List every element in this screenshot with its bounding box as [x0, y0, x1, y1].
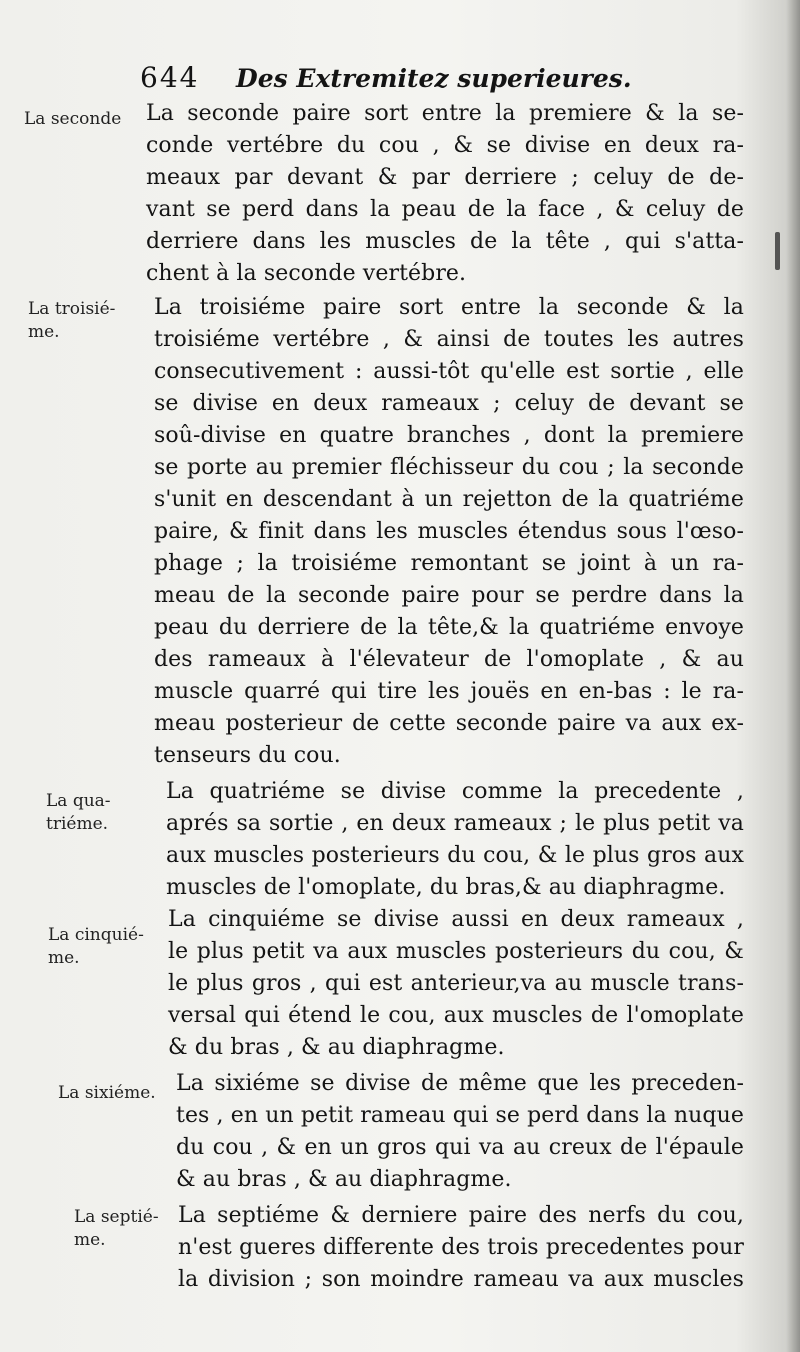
- paragraph: [178, 1200, 744, 1296]
- margin-note-line: La troisié-: [28, 299, 116, 319]
- text-line: La cinquiéme se divise aussi en deux rameaux ,: [168, 907, 744, 932]
- text-line: muscle quarré qui tire les jouës en en-bas : le ra-: [154, 679, 744, 704]
- text-line: paire, & finit dans les muscles étendus sous l'œso-: [154, 519, 744, 544]
- text-line: du cou , & en un gros qui va au creux de l'épaule: [176, 1135, 744, 1160]
- text-line: chent à la seconde vertébre.: [146, 261, 467, 286]
- paragraph: [176, 1068, 744, 1196]
- text-line: La septiéme & derniere paire des nerfs du cou,: [178, 1203, 744, 1228]
- text-line: tes , en un petit rameau qui se perd dans la nuque: [176, 1103, 744, 1128]
- text-line: aux muscles posterieurs du cou, & le plus gros aux: [166, 843, 744, 868]
- page-number: 644: [140, 61, 200, 94]
- margin-note-line: me.: [28, 322, 60, 342]
- margin-note-line: me.: [74, 1230, 106, 1250]
- text-line: la division ; son moindre rameau va aux muscles: [178, 1267, 744, 1292]
- text-line: La sixiéme se divise de même que les preceden-: [176, 1071, 744, 1096]
- text-line: peau du derriere de la tête,& la quatriéme envoye: [154, 615, 744, 640]
- text-line: n'est gueres differente des trois precedentes pour: [178, 1235, 744, 1260]
- text-line: La seconde paire sort entre la premiere & la se-: [146, 101, 744, 126]
- margin-note-line: La cinquié-: [48, 925, 144, 945]
- text-line: se divise en deux rameaux ; celuy de devant se: [154, 391, 744, 416]
- margin-note: [48, 924, 144, 970]
- text-line: le plus gros , qui est anterieur,va au muscle trans-: [168, 971, 744, 996]
- text-line: & du bras , & au diaphragme.: [168, 1035, 505, 1060]
- text-line: La troisiéme paire sort entre la seconde & la: [154, 295, 744, 320]
- paragraph: [168, 904, 744, 1064]
- text-line: tenseurs du cou.: [154, 743, 341, 768]
- text-line: phage ; la troisiéme remontant se joint à un ra-: [154, 551, 744, 576]
- text-line: La quatriéme se divise comme la precedente ,: [166, 779, 744, 804]
- paragraph: [146, 98, 744, 290]
- margin-note-line: La septié-: [74, 1207, 159, 1227]
- running-head: [140, 56, 780, 100]
- margin-note-line: triéme.: [46, 814, 109, 834]
- paragraph: [154, 292, 744, 772]
- margin-note-line: me.: [48, 948, 80, 968]
- margin-note: [58, 1082, 156, 1105]
- margin-note: [24, 108, 121, 131]
- paragraph: [166, 776, 744, 904]
- ink-mark: [775, 232, 780, 270]
- text-line: soû-divise en quatre branches , dont la premiere: [154, 423, 744, 448]
- text-line: troisiéme vertébre , & ainsi de toutes les autres: [154, 327, 744, 352]
- text-line: aprés sa sortie , en deux rameaux ; le plus petit va: [166, 811, 744, 836]
- running-title: Des Extremitez superieures.: [236, 64, 632, 93]
- text-line: conde vertébre du cou , & se divise en deux ra-: [146, 133, 744, 158]
- text-line: derriere dans les muscles de la tête , qui s'atta-: [146, 229, 744, 254]
- text-line: & au bras , & au diaphragme.: [176, 1167, 512, 1192]
- text-line: meau posterieur de cette seconde paire va aux ex-: [154, 711, 744, 736]
- margin-note: [74, 1206, 159, 1252]
- text-line: s'unit en descendant à un rejetton de la quatriéme: [154, 487, 744, 512]
- margin-note: [28, 298, 115, 344]
- text-line: vant se perd dans la peau de la face , & celuy de: [146, 197, 744, 222]
- margin-note-line: La seconde: [24, 109, 122, 129]
- text-line: meaux par devant & par derriere ; celuy de de-: [146, 165, 744, 190]
- text-line: muscles de l'omoplate, du bras,& au diaphragme.: [166, 875, 726, 900]
- text-line: versal qui étend le cou, aux muscles de l'omoplate: [168, 1003, 744, 1028]
- margin-note: [46, 790, 111, 836]
- text-line: consecutivement : aussi-tôt qu'elle est sortie , elle: [154, 359, 744, 384]
- text-line: se porte au premier fléchisseur du cou ; la seconde: [154, 455, 744, 480]
- margin-note-line: La qua-: [46, 791, 111, 811]
- text-line: le plus petit va aux muscles posterieurs du cou, &: [168, 939, 744, 964]
- text-line: des rameaux à l'élevateur de l'omoplate , & au: [154, 647, 744, 672]
- page-edge-shadow: [786, 0, 800, 1352]
- margin-note-line: La sixiéme.: [58, 1083, 156, 1103]
- text-line: meau de la seconde paire pour se perdre dans la: [154, 583, 744, 608]
